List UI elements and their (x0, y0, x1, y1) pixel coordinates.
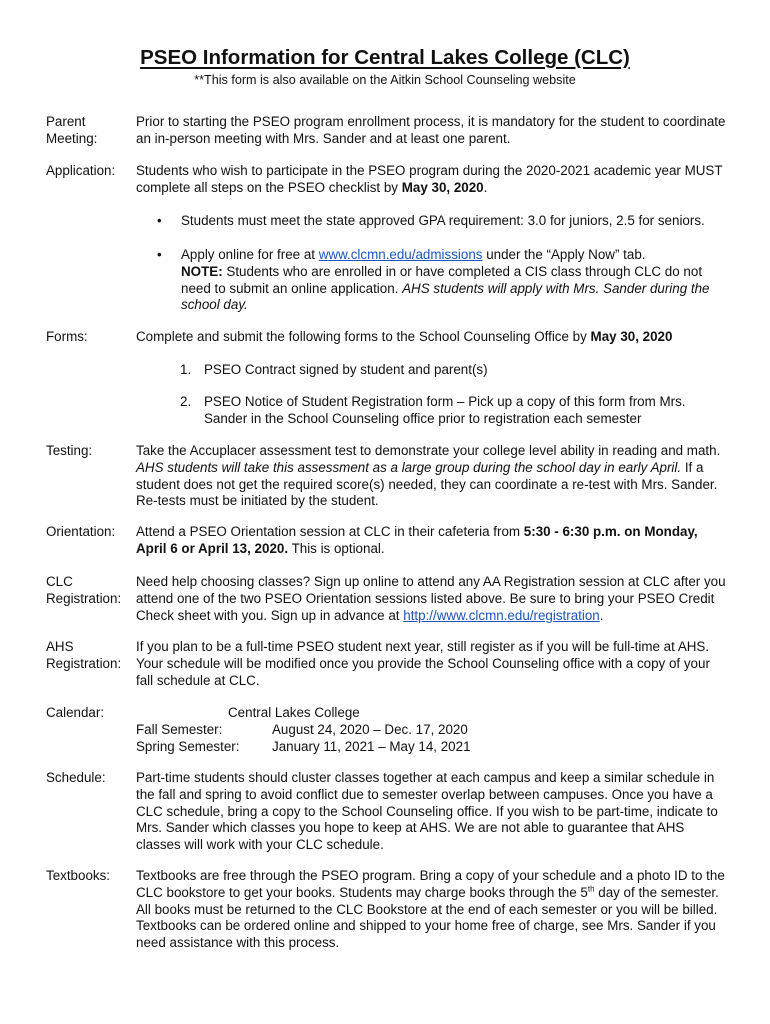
section-label: Parent Meeting: (46, 114, 98, 146)
section-text: Textbooks are free through the PSEO program. Bring a copy of your schedule and a photo ID to the CLC bookstore to get your books. Students may charge books through the 5th day of the semester. All books must be returned to the CLC Bookstore at the end of each semester or you will be billed. Textbooks can be ordered online and shipped to your home free of charge, see Mrs. Sander if you need assistance with this process. (136, 868, 725, 951)
section-forms (46, 329, 726, 346)
section-label: Testing: (46, 443, 93, 458)
section-application (46, 163, 726, 197)
section-label: CLC Registration: (46, 574, 122, 606)
section-text: Students who wish to participate in the PSEO program during the 2020-2021 academic year MUST complete all steps on the PSEO checklist by May 30, 2020. (136, 163, 723, 195)
section-testing (46, 443, 726, 510)
section-schedule (46, 770, 726, 854)
section-label: AHS Registration: (46, 639, 122, 671)
section-calendar (46, 705, 726, 755)
registration-link[interactable]: http://www.clcmn.edu/registration (403, 607, 600, 623)
bullet-icon: • (157, 213, 162, 228)
deadline: May 30, 2020 (401, 179, 484, 195)
section-label: Forms: (46, 329, 88, 344)
page-title: PSEO Information for Central Lakes College (CLC) (140, 46, 630, 69)
deadline: May 30, 2020 (590, 329, 673, 344)
section-text: Complete and submit the following forms to the School Counseling Office by May 30, 2020 (136, 329, 673, 344)
section-label: Application: (46, 163, 116, 178)
calendar-row-fall: Fall Semester: August 24, 2020 – Dec. 17, 2020 (136, 721, 468, 737)
admissions-link[interactable]: www.clcmn.edu/admissions (318, 247, 483, 262)
section-parent-meeting (46, 114, 726, 148)
section-orientation (46, 524, 726, 558)
calendar-row-spring: Spring Semester: January 11, 2021 – May 14, 2021 (136, 738, 471, 754)
section-label: Calendar: (46, 705, 105, 720)
section-text: Prior to starting the PSEO program enrollment process, it is mandatory for the student to coordinate an in-person meeting with Mrs. Sander and at least one parent. (136, 114, 726, 146)
section-text: Take the Accuplacer assessment test to demonstrate your college level ability in reading and math. AHS students will take this assessment as a large group during the school day in early April. If a student does not get the required score(s) needed, they can coordinate a re-test with Mrs. Sander. Re-tests must be initiated by the student. (136, 443, 721, 509)
list-item: 1. PSEO Contract signed by student and parent(s) (180, 362, 488, 377)
section-ahs-registration (46, 639, 726, 689)
section-label: Orientation: (46, 524, 116, 539)
list-item: 2. PSEO Notice of Student Registration form – Pick up a copy of this form from Mrs. Sander in the School Counseling office prior to registration each semester (180, 394, 686, 426)
section-text: If you plan to be a full-time PSEO student next year, still register as if you will be full-time at AHS. Your schedule will be modified once you provide the School Counseling office with a copy of your fall schedule at CLC. (136, 639, 710, 688)
calendar-heading: Central Lakes College (228, 705, 360, 720)
section-text: Attend a PSEO Orientation session at CLC in their cafeteria from 5:30 - 6:30 p.m. on Monday, April 6 or April 13, 2020. This is optional. (136, 524, 698, 556)
section-textbooks (46, 868, 726, 952)
page-subtitle: **This form is also available on the Aitkin School Counseling website (194, 73, 576, 87)
section-label: Schedule: (46, 770, 106, 785)
bullet-icon: • (157, 247, 162, 262)
list-item: • Apply online for free at www.clcmn.edu/admissions under the “Apply Now” tab. NOTE: Students who are enrolled in or have completed a CIS class through CLC do not need to submit an online application. AHS students will apply with Mrs. Sander during the school day. (157, 247, 710, 313)
calendar-block (136, 705, 726, 755)
section-text: Part-time students should cluster classes together at each campus and keep a similar schedule in the fall and spring to avoid conflict due to semester overlap between campuses. Once you have a CLC schedule, bring a copy to the School Counseling office. If you wish to be part-time, indicate to Mrs. Sander which classes you hope to keep at AHS. We are not able to guarantee that AHS classes will work with your CLC schedule. (136, 770, 718, 853)
list-item: • Students must meet the state approved GPA requirement: 3.0 for juniors, 2.5 for seniors. (157, 213, 705, 228)
section-clc-registration (46, 574, 726, 624)
section-label: Textbooks: (46, 868, 111, 883)
section-text: Need help choosing classes? Sign up online to attend any AA Registration session at CLC after you attend one of the two PSEO Orientation sessions listed above. Be sure to bring your PSEO Credit Check sheet with you. Sign up in advance at http://www.clcmn.edu/registration. (136, 574, 726, 623)
